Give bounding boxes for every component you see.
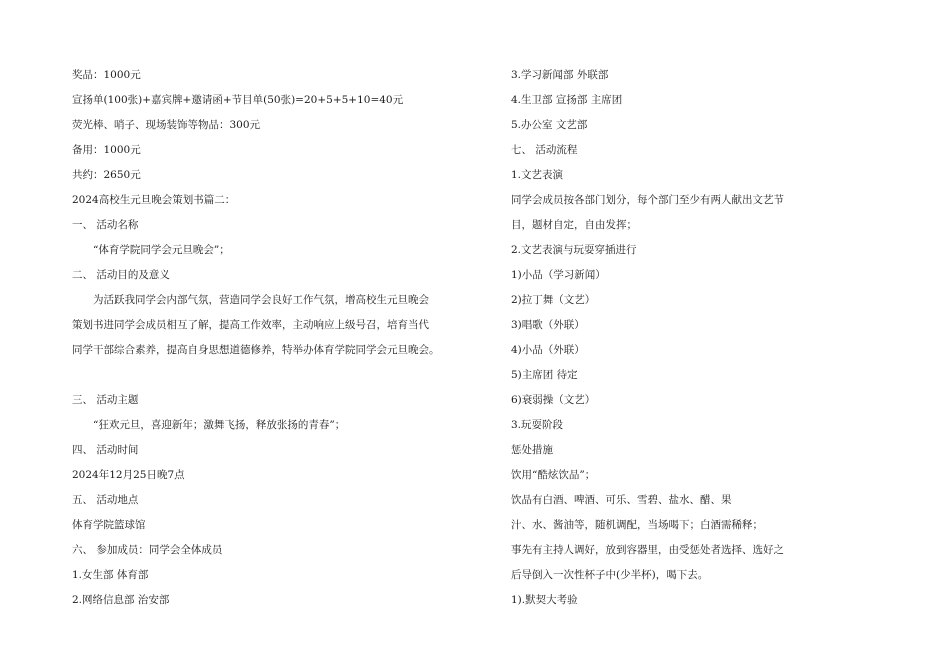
heading-theme: 三、 活动主题	[72, 394, 139, 406]
participant-group-5: 5.办公室 文艺部	[511, 119, 588, 131]
program-item-3: 3)唱歌（外联）	[511, 319, 585, 331]
process-step-1: 1.文艺表演	[511, 169, 564, 181]
process-step-2: 2.文艺表演与玩耍穿插进行	[511, 244, 637, 256]
purpose-paragraph-line-1: 为活跃我同学会内部气氛，营造同学会良好工作气氛，增高校生元旦晚会	[93, 294, 429, 306]
decoration-cost-line: 荧光棒、哨子、现场装饰等物品：300元	[72, 119, 261, 131]
program-item-2: 2)拉丁舞（文艺）	[511, 294, 596, 306]
flyer-cost-line: 宣扬单(100张)+嘉宾牌+邀请函+节目单(50张)=20+5+5+10=40元	[72, 94, 404, 106]
performance-description-line-2: 目，题材自定，自由发挥；	[511, 219, 637, 231]
program-item-1: 1)小品（学习新闻）	[511, 269, 606, 281]
heading-location: 五、 活动地点	[72, 494, 139, 506]
participant-group-4: 4.生卫部 宣扬部 主席团	[511, 94, 623, 106]
performance-description-line-1: 同学会成员按各部门划分，每个部门至少有两人献出文艺节	[511, 194, 784, 206]
heading-process: 七、 活动流程	[511, 144, 578, 156]
total-cost-line: 共约：2650元	[72, 169, 141, 181]
location-text: 体育学院篮球馆	[72, 519, 146, 531]
reserve-cost-line: 备用：1000元	[72, 144, 141, 156]
theme-text: “狂欢元旦，喜迎新年；激舞飞扬，释放张扬的青春”；	[93, 419, 346, 431]
blank-line	[72, 363, 467, 388]
heading-activity-name: 一、 活动名称	[72, 219, 139, 231]
prize-cost-line: 奖品：1000元	[72, 69, 141, 81]
participant-group-3: 3.学习新闻部 外联部	[511, 69, 609, 81]
penalty-drink: 饮用“酷炫饮品”；	[511, 469, 596, 481]
drink-procedure-line-1: 事先有主持人调好，放到容器里，由受惩处者选择、选好之	[511, 544, 784, 556]
activity-name-text: “体育学院同学会元旦晚会”；	[93, 244, 230, 256]
program-item-4: 4)小品（外联）	[511, 344, 585, 356]
heading-time: 四、 活动时间	[72, 444, 139, 456]
program-item-5: 5)主席团 待定	[511, 369, 578, 381]
participant-group-2: 2.网络信息部 治安部	[72, 594, 170, 606]
drink-list-line-2: 汁、水、酱油等，随机调配，当场喝下；白酒需稀释；	[511, 519, 763, 531]
game-item-1: 1).默契大考验	[511, 594, 578, 606]
purpose-paragraph-line-3: 同学干部综合素养，提高自身思想道德修养，特举办体育学院同学会元旦晚会。	[72, 344, 440, 356]
right-column	[511, 63, 816, 613]
drink-list-line-1: 饮品有白酒、啤酒、可乐、雪碧、盐水、醋、果	[511, 494, 732, 506]
time-text: 2024年12月25日晚7点	[72, 469, 185, 481]
process-step-3: 3.玩耍阶段	[511, 419, 564, 431]
drink-procedure-line-2: 后导倒入一次性杯子中(少半杯)，喝下去。	[511, 569, 709, 581]
participant-group-1: 1.女生部 体育部	[72, 569, 149, 581]
heading-purpose: 二、 活动目的及意义	[72, 269, 170, 281]
left-column	[72, 63, 467, 613]
penalty-heading: 惩处措施	[511, 444, 553, 456]
section-title-part-two: 2024高校生元旦晚会策划书篇二：	[72, 194, 236, 206]
heading-participants: 六、 参加成员：同学会全体成员	[72, 544, 223, 556]
purpose-paragraph-line-2: 策划书进同学会成员相互了解，提高工作效率，主动响应上级号召，培育当代	[72, 319, 429, 331]
program-item-6: 6)衰弱操（文艺）	[511, 394, 596, 406]
